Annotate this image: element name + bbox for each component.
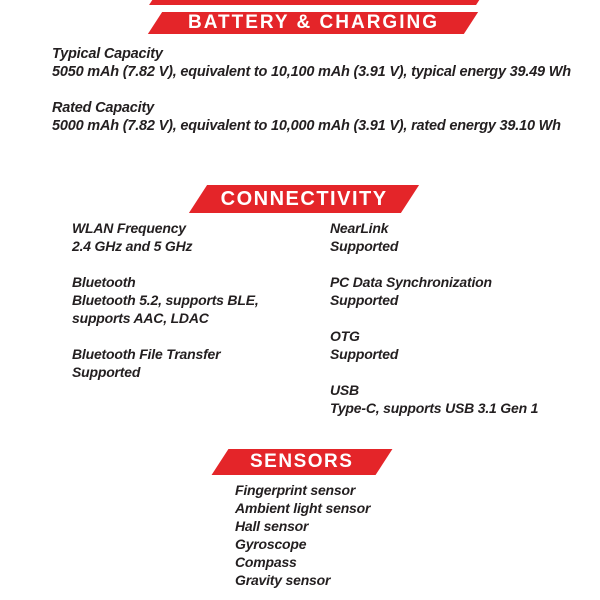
sensor-item: Gyroscope (235, 536, 307, 552)
top-banner-remnant (149, 0, 480, 5)
section-header-sensors (212, 449, 393, 475)
spec-entry-bluetooth (72, 273, 259, 327)
spec-value: Supported (330, 292, 399, 308)
section-title-connectivity: CONNECTIVITY (220, 187, 388, 210)
battery-spec-block (52, 45, 571, 153)
connectivity-left-column (72, 219, 259, 399)
connectivity-right-column (330, 219, 538, 435)
spec-entry-otg (330, 327, 538, 363)
sensors-list (235, 481, 370, 589)
spec-label: USB (330, 382, 359, 398)
spec-label: Bluetooth File Transfer (72, 346, 221, 362)
spec-entry-nearlink (330, 219, 538, 255)
spec-value: 5050 mAh (7.82 V), equivalent to 10,100 mAh (3.91 V), typical energy 39.49 Wh (52, 64, 571, 80)
spec-value: Type-C, supports USB 3.1 Gen 1 (330, 400, 539, 416)
sensor-item: Hall sensor (235, 518, 309, 534)
spec-entry-pc-data-sync (330, 273, 538, 309)
spec-value: Bluetooth 5.2, supports BLE, (72, 292, 259, 308)
section-header-battery (148, 12, 478, 34)
spec-entry-bluetooth-file-transfer (72, 345, 259, 381)
spec-label: Rated Capacity (52, 100, 154, 116)
spec-value: supports AAC, LDAC (72, 310, 209, 326)
spec-label: Typical Capacity (52, 46, 163, 62)
sensor-item: Gravity sensor (235, 572, 331, 588)
spec-label: OTG (330, 328, 360, 344)
spec-label: Bluetooth (72, 274, 136, 290)
spec-value: Supported (330, 346, 399, 362)
section-title-sensors: SENSORS (250, 451, 354, 472)
section-title-battery: BATTERY & CHARGING (187, 12, 439, 33)
spec-entry-usb (330, 381, 538, 417)
spec-value: 5000 mAh (7.82 V), equivalent to 10,000 mAh (3.91 V), rated energy 39.10 Wh (52, 118, 561, 134)
spec-entry-wlan-frequency (72, 219, 259, 255)
spec-label: PC Data Synchronization (330, 274, 492, 290)
sensor-item: Ambient light sensor (235, 500, 371, 516)
section-header-connectivity (189, 185, 419, 213)
sensor-item: Fingerprint sensor (235, 482, 356, 498)
spec-value: 2.4 GHz and 5 GHz (72, 238, 193, 254)
spec-value: Supported (330, 238, 399, 254)
sensor-item: Compass (235, 554, 297, 570)
spec-value: Supported (72, 364, 141, 380)
spec-label: WLAN Frequency (72, 220, 186, 236)
spec-entry-rated-capacity (52, 99, 571, 135)
spec-label: NearLink (330, 220, 389, 236)
spec-entry-typical-capacity (52, 45, 571, 81)
